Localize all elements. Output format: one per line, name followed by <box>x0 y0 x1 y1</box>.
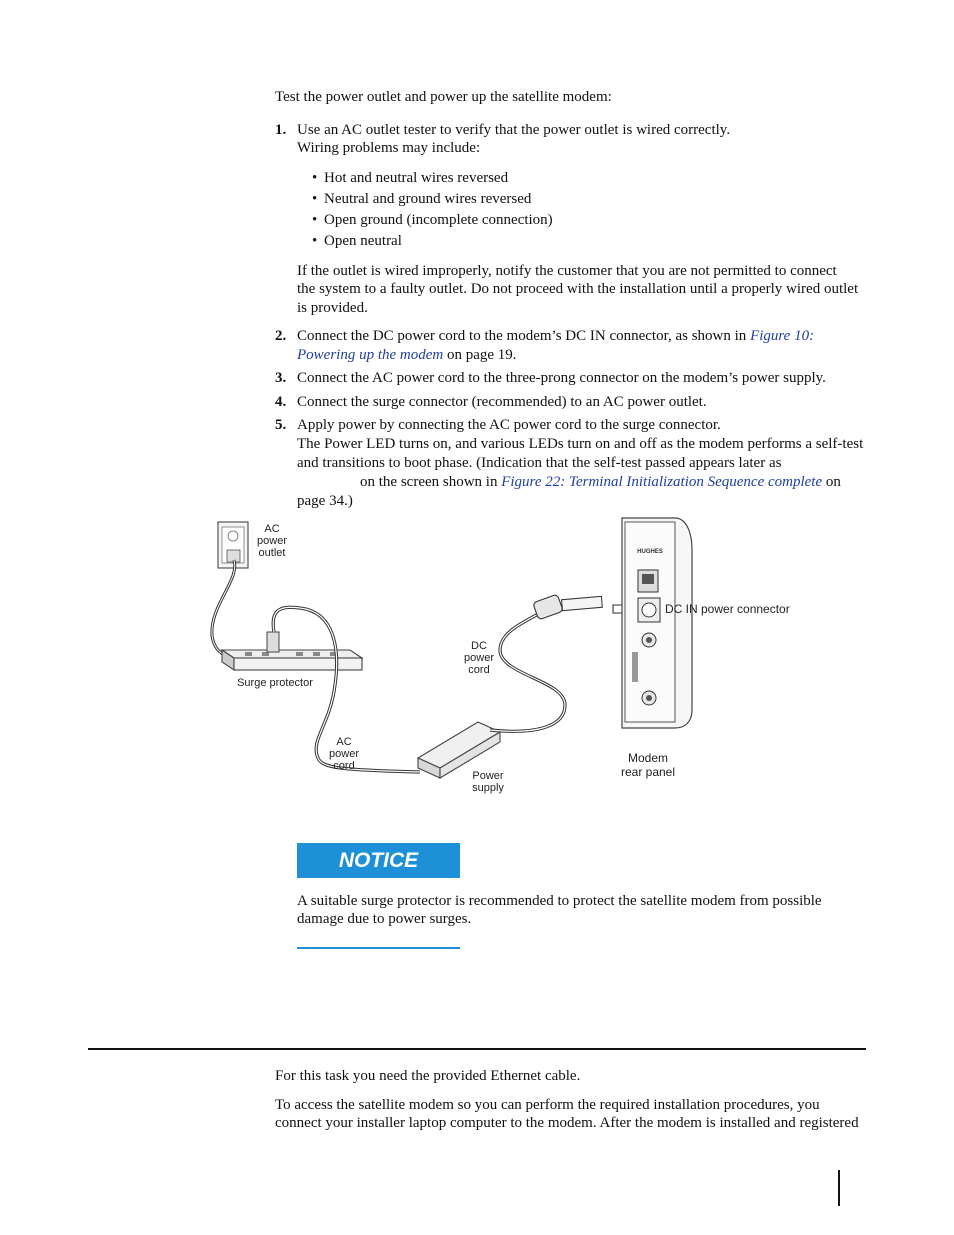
power-supply-label <box>463 770 513 794</box>
dc-cord-label <box>459 640 499 676</box>
step-5-text: on the screen shown in <box>360 474 502 490</box>
outlet-note-line: If the outlet is wired improperly, notify the customer that you are not permitted to connect <box>297 263 837 279</box>
list-item: Open ground (incomplete connection) <box>324 212 553 228</box>
step-5-number: 5. <box>275 417 287 433</box>
step-2-text: Connect the DC power cord to the modem’s DC IN connector, as shown in <box>297 328 751 344</box>
step-4-number: 4. <box>275 394 287 410</box>
ac-outlet-label <box>252 523 292 559</box>
step-4-text: Connect the surge connector (recommended) to an AC power outlet. <box>297 394 707 410</box>
list-item: Neutral and ground wires reversed <box>324 191 532 207</box>
step-5-line2: The Power LED turns on, and various LEDs turn on and off as the modem performs a self-test <box>297 436 864 452</box>
powering-up-link[interactable]: Powering up the modem <box>297 347 444 363</box>
dc-plug-icon <box>533 594 603 620</box>
label-line: cord <box>333 760 355 772</box>
step-5-on: on <box>822 474 841 490</box>
step-5-line4 <box>360 473 841 492</box>
powering-up-figure <box>200 510 820 810</box>
section-divider <box>88 1048 866 1050</box>
bullet-icon: • <box>312 233 318 249</box>
step-3-text: Connect the AC power cord to the three-prong connector on the modem’s power supply. <box>297 370 826 386</box>
notice-line: damage due to power surges. <box>297 911 472 927</box>
outlet-note-line: is provided. <box>297 300 368 316</box>
bullet-icon: • <box>312 191 318 207</box>
hughes-logo-text: HUGHES <box>637 549 663 555</box>
dc-in-label: DC IN power connector <box>665 602 790 616</box>
label-line: power <box>464 652 494 664</box>
step-5-line5: page 34.) <box>297 493 353 509</box>
label-line: Modem <box>627 751 668 765</box>
ethernet-intro: For this task you need the provided Ethernet cable. <box>275 1068 581 1084</box>
outlet-note-line: the system to a faulty outlet. Do not proceed with the installation until a properly wired outlet <box>297 281 859 297</box>
label-line: power <box>329 748 359 760</box>
step-2-number: 2. <box>275 328 287 344</box>
label-line: outlet <box>258 547 286 559</box>
label-line: DC <box>471 640 487 652</box>
bullet-icon: • <box>312 170 318 186</box>
step-1-line2: Wiring problems may include: <box>297 140 481 156</box>
intro-text: Test the power outlet and power up the satellite modem: <box>275 89 612 105</box>
label-line: rear panel <box>620 765 676 779</box>
bullet-icon: • <box>312 212 318 228</box>
step-5-line3: and transitions to boot phase. (Indication that the self-test passed appears later as <box>297 455 782 471</box>
access-text-line: To access the satellite modem so you can perform the required installation procedures, you <box>275 1097 820 1113</box>
step-1-line1: Use an AC outlet tester to verify that the power outlet is wired correctly. <box>297 122 731 138</box>
step-2-page-ref: on page 19. <box>443 347 517 363</box>
notice-divider <box>297 947 460 949</box>
notice-line: A suitable surge protector is recommended to protect the satellite modem from possible <box>297 893 822 909</box>
figure-22-link[interactable]: Figure 22: Terminal Initialization Sequence complete <box>501 474 823 490</box>
label-line: AC <box>264 523 280 535</box>
step-2-line2 <box>297 346 517 365</box>
step-3-number: 3. <box>275 370 287 386</box>
list-item: Open neutral <box>324 233 402 249</box>
step-2-line1 <box>297 327 814 346</box>
list-item: Hot and neutral wires reversed <box>324 170 509 186</box>
label-line: supply <box>472 782 504 794</box>
label-line: Power <box>472 770 504 782</box>
figure-10-link[interactable]: Figure 10: <box>750 328 815 344</box>
surge-protector-icon <box>222 632 362 670</box>
notice-title: NOTICE <box>338 849 419 872</box>
notice-banner <box>297 843 460 878</box>
access-text-line: connect your installer laptop computer to the modem. After the modem is installed and registered <box>275 1115 859 1131</box>
label-line: AC <box>336 736 352 748</box>
page-marker <box>838 1170 840 1206</box>
modem-label <box>612 751 684 779</box>
ac-cord-label <box>324 736 364 772</box>
label-line: power <box>257 535 287 547</box>
label-line: cord <box>468 664 490 676</box>
step-5-line1: Apply power by connecting the AC power cord to the surge connector. <box>297 417 721 433</box>
surge-protector-label: Surge protector <box>237 677 313 689</box>
step-1-number: 1. <box>275 122 287 138</box>
